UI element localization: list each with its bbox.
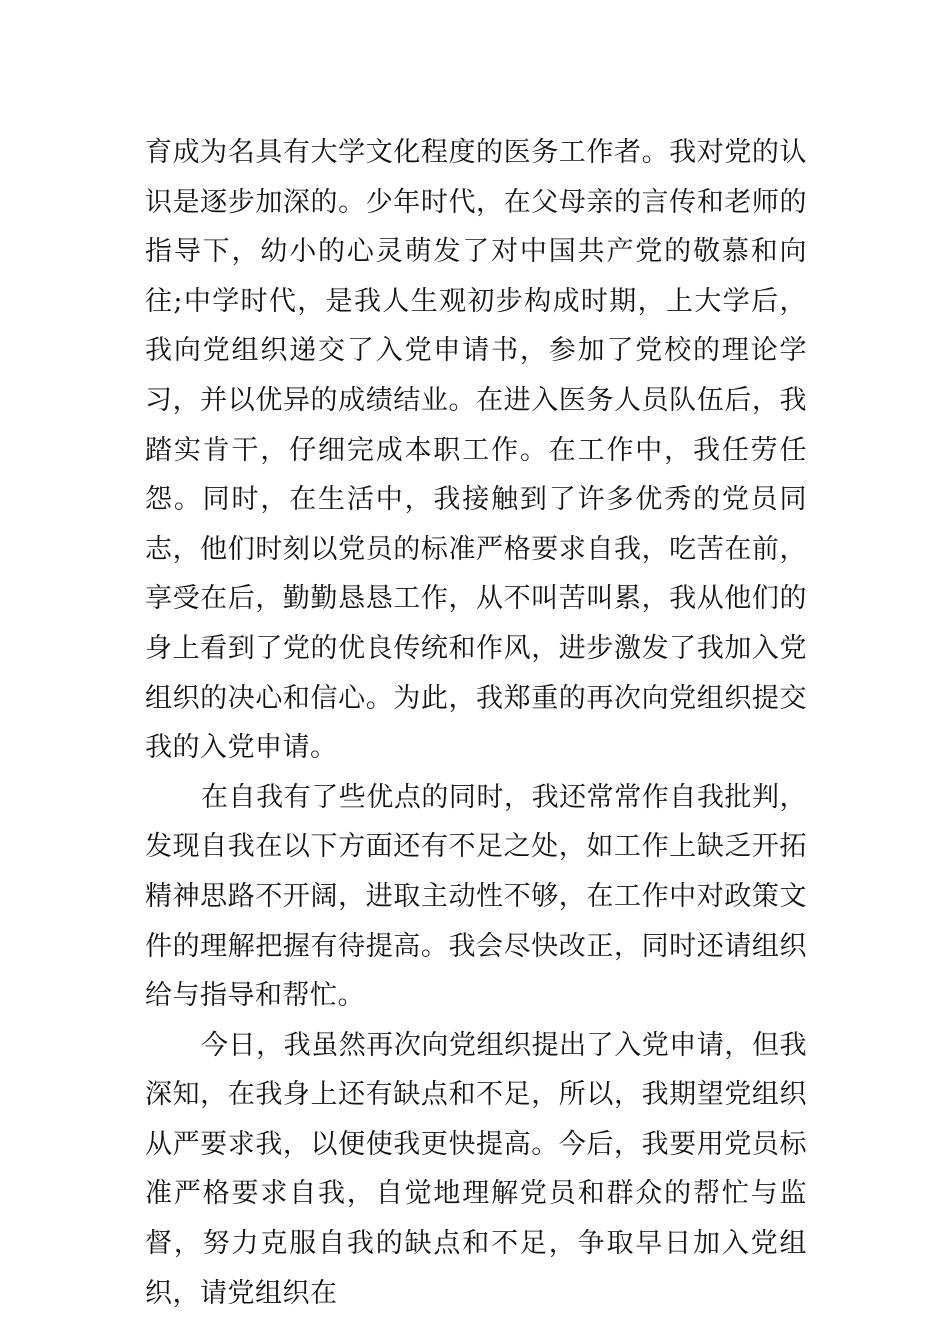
document-body: [145, 128, 807, 1318]
paragraph-self-criticism: 在自我有了些优点的同时，我还常常作自我批判，发现自我在以下方面还有不足之处，如工作上缺乏开拓精神思路不开阔，进取主动性不够，在工作中对政策文件的理解把握有待提高。我会尽快改正，同时还请组织给与指导和帮忙。: [145, 781, 807, 1012]
paragraph-commitment: 今日，我虽然再次向党组织提出了入党申请，但我深知，在我身上还有缺点和不足，所以，我期望党组织从严要求我，以便使我更快提高。今后，我要用党员标准严格要求自我，自觉地理解党员和群众的帮忙与监督，努力克服自我的缺点和不足，争取早日加入党组织，请党组织在: [145, 1029, 807, 1309]
paragraph-continued: 育成为名具有大学文化程度的医务工作者。我对党的认识是逐步加深的。少年时代，在父母亲的言传和老师的指导下，幼小的心灵萌发了对中国共产党的敬慕和向往;中学时代，是我人生观初步构成时期，上大学后，我向党组织递交了入党申请书，参加了党校的理论学习，并以优异的成绩结业。在进入医务人员队伍后，我踏实肯干，仔细完成本职工作。在工作中，我任劳任怨。同时，在生活中，我接触到了许多优秀的党员同志，他们时刻以党员的标准严格要求自我，吃苦在前，享受在后，勤勤恳恳工作，从不叫苦叫累，我从他们的身上看到了党的优良传统和作风，进步激发了我加入党组织的决心和信心。为此，我郑重的再次向党组织提交我的入党申请。: [145, 137, 807, 764]
